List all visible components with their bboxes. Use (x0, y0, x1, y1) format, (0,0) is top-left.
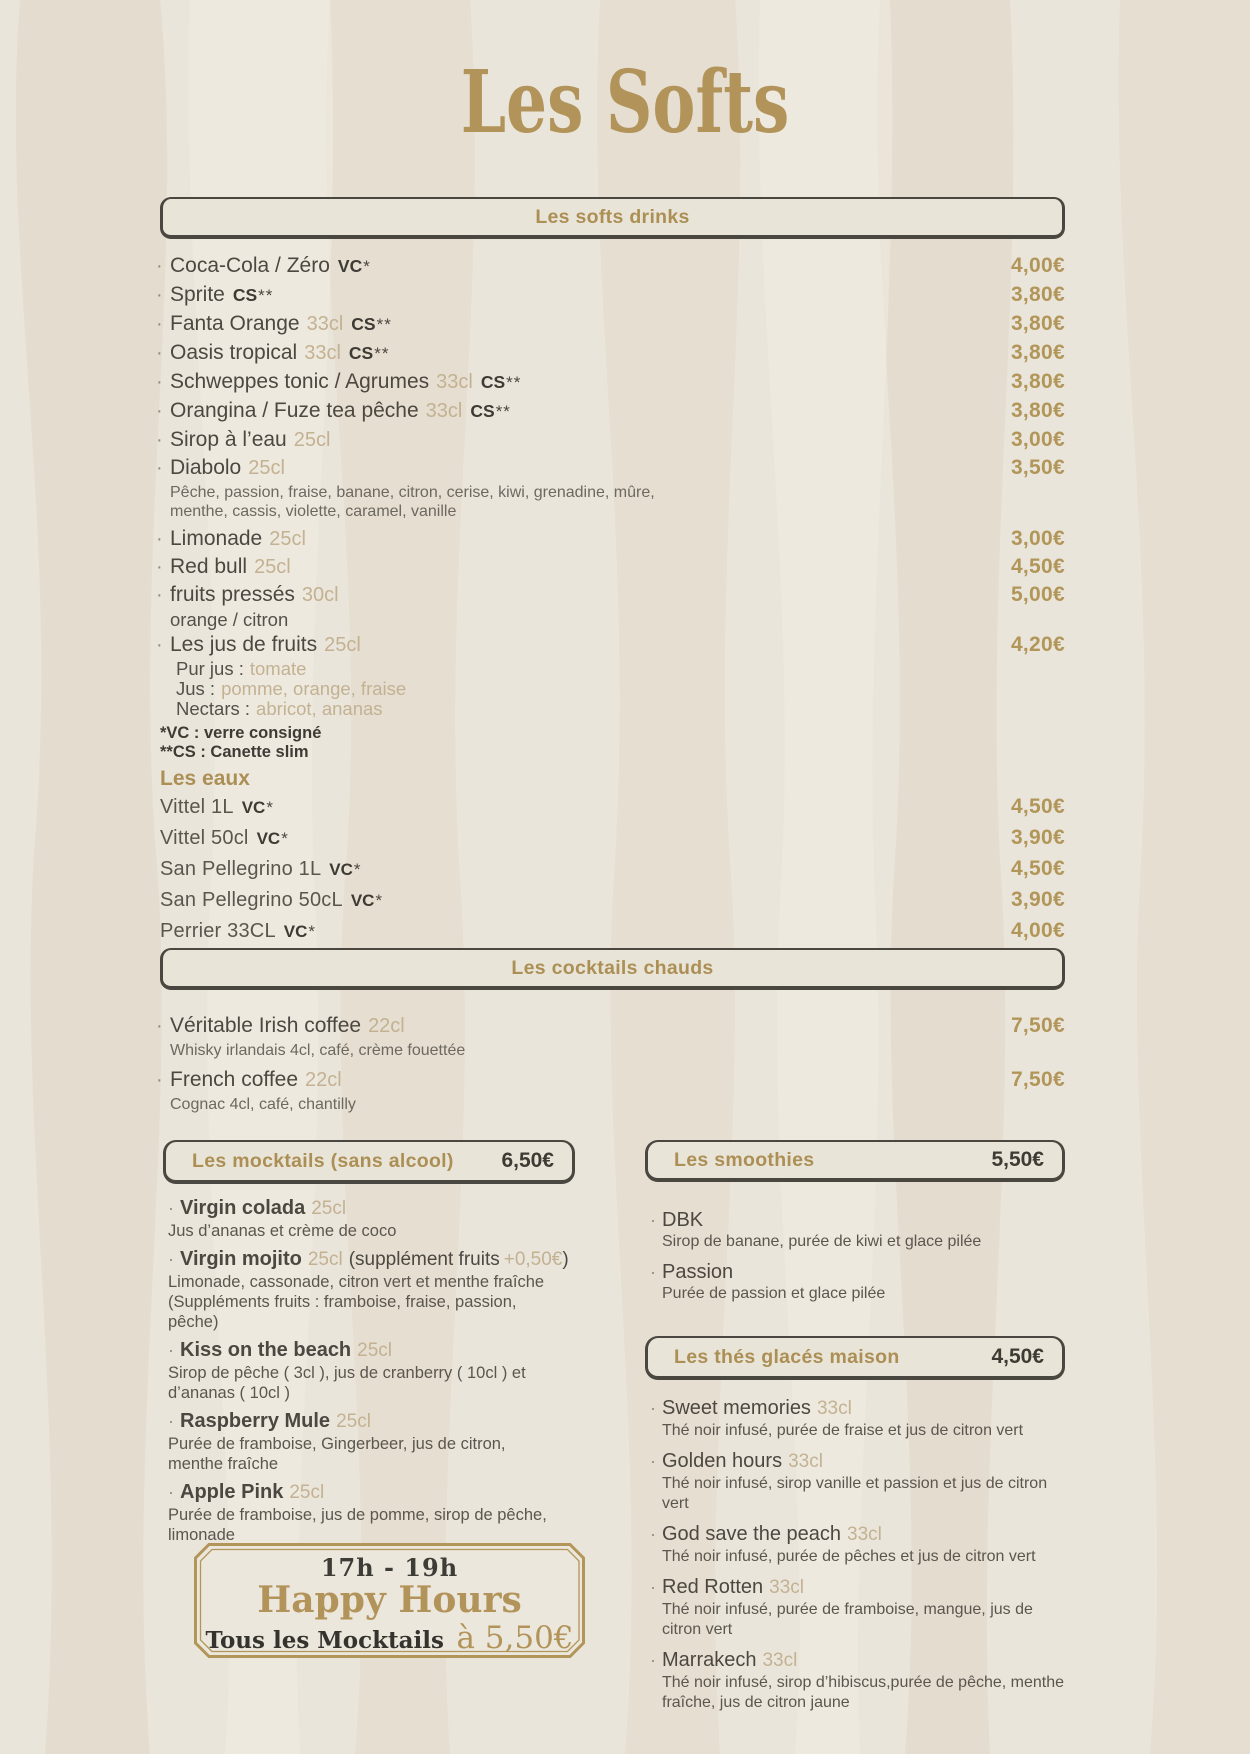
item-volume: 33cl (769, 1577, 805, 1598)
item-description: Sirop de pêche ( 3cl ), jus de cranberry ( 10cl ) et d’ananas ( 10cl ) (168, 1364, 526, 1402)
item-code: VC (329, 860, 353, 879)
item-name: · Sirop à l’eau (170, 428, 287, 451)
item-volume: 33cl (788, 1451, 823, 1472)
menu-item-row (156, 397, 1065, 426)
menu-item-row (650, 1575, 1065, 1600)
variant-value: pomme, orange, fraise (221, 678, 407, 699)
section-header-smoothies (645, 1140, 1065, 1182)
supplement-price: +0,50€ (503, 1249, 563, 1270)
item-asterisks: * (363, 257, 371, 276)
menu-item-row (168, 1409, 575, 1434)
item-volume: 25cl (248, 457, 285, 479)
juice-variant (176, 659, 1065, 679)
item-asterisks: * (375, 891, 384, 910)
item-code: CS (480, 372, 506, 392)
item-asterisks: ** (376, 315, 392, 334)
item-name: · French coffee (170, 1068, 299, 1091)
item-name: · Virgin mojito (180, 1248, 302, 1270)
item-name: · Oasis tropical (170, 341, 298, 364)
section-header-label: Les mocktails (sans alcool) (192, 1149, 454, 1172)
menu-item (650, 1522, 1065, 1567)
item-price: 4,50€ (1010, 555, 1065, 578)
item-volume: 25cl (254, 556, 291, 578)
menu-item (650, 1648, 1065, 1713)
section-header-label: Les thés glacés maison (674, 1345, 900, 1368)
section-price: 6,50€ (501, 1149, 554, 1172)
variant-label: Nectars : (176, 698, 251, 719)
item-code: CS (348, 343, 374, 363)
footnotes (156, 724, 1065, 762)
item-name: · Passion (662, 1261, 734, 1283)
item-description: Thé noir infusé, purée de framboise, mangue, jus de citron vert (662, 1601, 1033, 1638)
happy-hours-time: 17h - 19h (320, 1553, 459, 1582)
item-price: 3,80€ (1010, 312, 1065, 335)
item-volume: 30cl (301, 584, 339, 606)
section-header-label: Les smoothies (674, 1148, 815, 1171)
juice-variant (176, 679, 1065, 699)
menu-item-row (156, 454, 1065, 482)
item-name: Perrier 33CL (160, 920, 276, 942)
menu-item (650, 1208, 1065, 1252)
menu-item (650, 1396, 1065, 1441)
happy-hours-subtitle: Tous les Mocktails (205, 1627, 444, 1654)
item-volume: 33cl (306, 313, 344, 335)
item-price: 4,50€ (1010, 857, 1065, 880)
item-code: CS (351, 314, 376, 334)
menu-item (168, 1480, 575, 1545)
item-price: 3,50€ (1010, 456, 1065, 479)
menu-item (156, 581, 1065, 631)
item-description: Cognac 4cl, café, chantilly (170, 1096, 356, 1113)
menu-item-row (168, 1338, 575, 1363)
subsection-header-eaux: Les eaux (160, 767, 250, 790)
item-name: · Virgin colada (180, 1197, 306, 1219)
item-price: 3,80€ (1010, 370, 1065, 393)
footnote-vc: *VC : verre consigné (160, 724, 322, 742)
item-description: Purée de framboise, Gingerbeer, jus de citron, menthe fraîche (168, 1435, 506, 1473)
item-price: 3,00€ (1010, 527, 1065, 550)
item-description: Thé noir infusé, sirop vanille et passion et jus de citron vert (662, 1475, 1048, 1512)
menu-item-row (650, 1648, 1065, 1673)
section-header-iced-teas (645, 1336, 1065, 1380)
section-header-softs-drinks (160, 197, 1065, 239)
footnote-cs: **CS : Canette slim (160, 743, 309, 761)
section-header-label: Les softs drinks (535, 205, 690, 228)
menu-item-row (156, 252, 1065, 281)
menu-item-row (650, 1396, 1065, 1421)
section-price: 5,50€ (991, 1148, 1044, 1171)
menu-item-row (156, 339, 1065, 368)
item-volume: 25cl (357, 1340, 393, 1361)
item-name: · fruits pressés (170, 583, 295, 606)
item-description: Limonade, cassonade, citron vert et menthe fraîche (Suppléments fruits : framboise, fraise, passion, pêche) (168, 1273, 545, 1331)
mocktails-list (168, 1196, 575, 1551)
item-name: · Orangina / Fuze tea pêche (170, 399, 419, 422)
item-volume: 25cl (269, 528, 306, 550)
item-name: · Coca-Cola / Zéro (170, 254, 330, 277)
water-item-row (160, 854, 1065, 885)
item-name: · Marrakech (662, 1649, 757, 1671)
item-asterisks: * (266, 798, 274, 817)
item-volume: 22cl (368, 1015, 405, 1037)
item-asterisks: * (281, 829, 289, 848)
item-code: CS (470, 401, 495, 421)
smoothies-list (650, 1208, 1065, 1312)
item-price: 5,00€ (1010, 583, 1065, 606)
item-volume: 25cl (336, 1411, 371, 1432)
menu-item-row (156, 631, 1065, 659)
menu-item-row (168, 1247, 575, 1272)
item-price: 3,80€ (1010, 341, 1065, 364)
menu-item (650, 1260, 1065, 1304)
menu-item-row (168, 1480, 575, 1505)
menu-item (156, 454, 1065, 521)
menu-item (168, 1196, 575, 1241)
menu-item-row (650, 1522, 1065, 1547)
section-header-hot-cocktails (160, 948, 1065, 990)
menu-item-row (156, 426, 1065, 454)
item-description: Jus d’ananas et crème de coco (168, 1222, 397, 1240)
item-price: 3,80€ (1010, 283, 1065, 306)
happy-hours-subtitle-row (193, 1620, 586, 1656)
item-asterisks: ** (506, 373, 522, 392)
item-code: VC (337, 256, 363, 276)
menu-item (156, 1066, 1065, 1114)
menu-item (156, 1012, 1065, 1060)
item-price: 4,20€ (1010, 633, 1065, 656)
happy-hours-price: à 5,50€ (456, 1620, 574, 1656)
happy-hours-title: Happy Hours (257, 1579, 522, 1621)
item-volume: 22cl (305, 1069, 342, 1091)
section-header-label: Les cocktails chauds (511, 956, 714, 979)
supplement-close: ) (562, 1249, 569, 1270)
page-title: Les Softs (460, 52, 790, 153)
water-item-row (160, 792, 1065, 823)
item-price: 3,90€ (1010, 888, 1065, 911)
item-volume: 33cl (425, 400, 463, 422)
item-name: San Pellegrino 1L (160, 858, 322, 880)
item-price: 4,00€ (1010, 254, 1065, 277)
item-name: · Schweppes tonic / Agrumes (170, 370, 430, 393)
variant-label: Jus : (176, 678, 216, 699)
item-code: CS (232, 285, 258, 305)
section-header-mocktails (163, 1140, 575, 1184)
menu-item (168, 1409, 575, 1474)
menu-item-row (156, 310, 1065, 339)
juice-variant (176, 699, 1065, 719)
item-name: · DBK (662, 1209, 704, 1231)
menu-item (168, 1338, 575, 1403)
item-asterisks: ** (258, 286, 274, 305)
item-volume: 33cl (847, 1524, 882, 1545)
item-price: 7,50€ (1010, 1068, 1065, 1091)
item-name: · Limonade (170, 527, 263, 550)
item-volume: 25cl (293, 429, 331, 451)
supplement-label: (supplément fruits (348, 1249, 500, 1270)
item-volume: 33cl (816, 1398, 852, 1419)
item-volume: 25cl (324, 634, 361, 656)
item-description: Whisky irlandais 4cl, café, crème fouettée (170, 1042, 466, 1059)
item-name: · Golden hours (662, 1450, 783, 1472)
iced-teas-list (650, 1396, 1065, 1721)
item-description: Sirop de banane, purée de kiwi et glace pilée (662, 1233, 982, 1250)
menu-item-row (650, 1260, 1065, 1284)
item-code: VC (256, 829, 281, 848)
happy-hours-content (193, 1542, 586, 1656)
item-name: · Diabolo (170, 456, 242, 479)
item-volume: 33cl (762, 1650, 798, 1671)
variant-label: Pur jus : (176, 658, 244, 679)
item-name: San Pellegrino 50cL (160, 889, 343, 911)
item-asterisks: * (308, 922, 317, 941)
item-price: 4,50€ (1010, 795, 1065, 818)
menu-item-row (156, 581, 1065, 609)
water-item-row (160, 885, 1065, 916)
item-price: 3,90€ (1010, 826, 1065, 849)
water-item-row (160, 823, 1065, 854)
item-code: VC (350, 891, 375, 910)
variant-value: abricot, ananas (256, 698, 383, 719)
menu-item-row (168, 1196, 575, 1221)
item-name: · Kiss on the beach (180, 1339, 352, 1361)
menu-item-row (650, 1449, 1065, 1474)
item-price: 4,00€ (1010, 919, 1065, 942)
hot-cocktails-list (156, 1012, 1065, 1118)
item-name: · Red Rotten (662, 1576, 764, 1598)
item-asterisks: ** (495, 402, 511, 421)
item-name: · Sweet memories (662, 1397, 811, 1419)
item-description: Thé noir infusé, purée de pêches et jus de citron vert (662, 1548, 1036, 1565)
menu-item-row (156, 1012, 1065, 1040)
menu-item-row (650, 1208, 1065, 1232)
menu-item-row (156, 553, 1065, 581)
item-name: · Red bull (170, 555, 248, 578)
menu-item-row (156, 1066, 1065, 1094)
item-name: · Raspberry Mule (180, 1410, 331, 1432)
item-name: Vittel 1L (160, 796, 234, 818)
item-code: VC (283, 922, 308, 941)
item-volume: 33cl (304, 342, 341, 364)
menu-item-row (156, 368, 1065, 397)
menu-item (156, 631, 1065, 719)
item-name: Vittel 50cl (160, 827, 249, 849)
item-code: VC (241, 798, 266, 817)
item-subline: orange / citron (170, 609, 289, 630)
menu-item-row (156, 281, 1065, 310)
item-volume: 25cl (307, 1249, 343, 1270)
item-asterisks: ** (374, 344, 390, 363)
item-name: · Véritable Irish coffee (170, 1014, 362, 1037)
menu-item (650, 1449, 1065, 1514)
happy-hours-badge (193, 1542, 586, 1659)
item-asterisks: * (353, 860, 362, 879)
menu-item (650, 1575, 1065, 1640)
item-volume: 33cl (436, 371, 473, 393)
item-volume: 25cl (311, 1198, 347, 1219)
item-description: Pêche, passion, fraise, banane, citron, cerise, kiwi, grenadine, mûre, menthe, cassis, violette, caramel, vanille (170, 484, 655, 520)
item-description: Purée de passion et glace pilée (662, 1285, 886, 1302)
section-price: 4,50€ (991, 1345, 1044, 1368)
item-price: 7,50€ (1010, 1014, 1065, 1037)
item-name: · Fanta Orange (170, 312, 300, 335)
item-name: · Apple Pink (180, 1481, 284, 1503)
item-price: 3,80€ (1010, 399, 1065, 422)
softs-drinks-list (156, 252, 1065, 947)
item-description: Thé noir infusé, purée de fraise et jus de citron vert (662, 1422, 1024, 1439)
item-description: Thé noir infusé, sirop d’hibiscus,purée de pêche, menthe fraîche, jus de citron jaune (662, 1674, 1065, 1711)
variant-value: tomate (249, 658, 307, 679)
item-price: 3,00€ (1010, 428, 1065, 451)
item-name: · God save the peach (662, 1523, 842, 1545)
menu-item (168, 1247, 575, 1332)
item-name: · Les jus de fruits (170, 633, 318, 656)
menu-item-row (156, 525, 1065, 553)
item-description: Purée de framboise, jus de pomme, sirop de pêche, limonade (168, 1506, 547, 1544)
water-item-row (160, 916, 1065, 947)
item-name: · Sprite (170, 283, 225, 306)
item-volume: 25cl (289, 1482, 325, 1503)
